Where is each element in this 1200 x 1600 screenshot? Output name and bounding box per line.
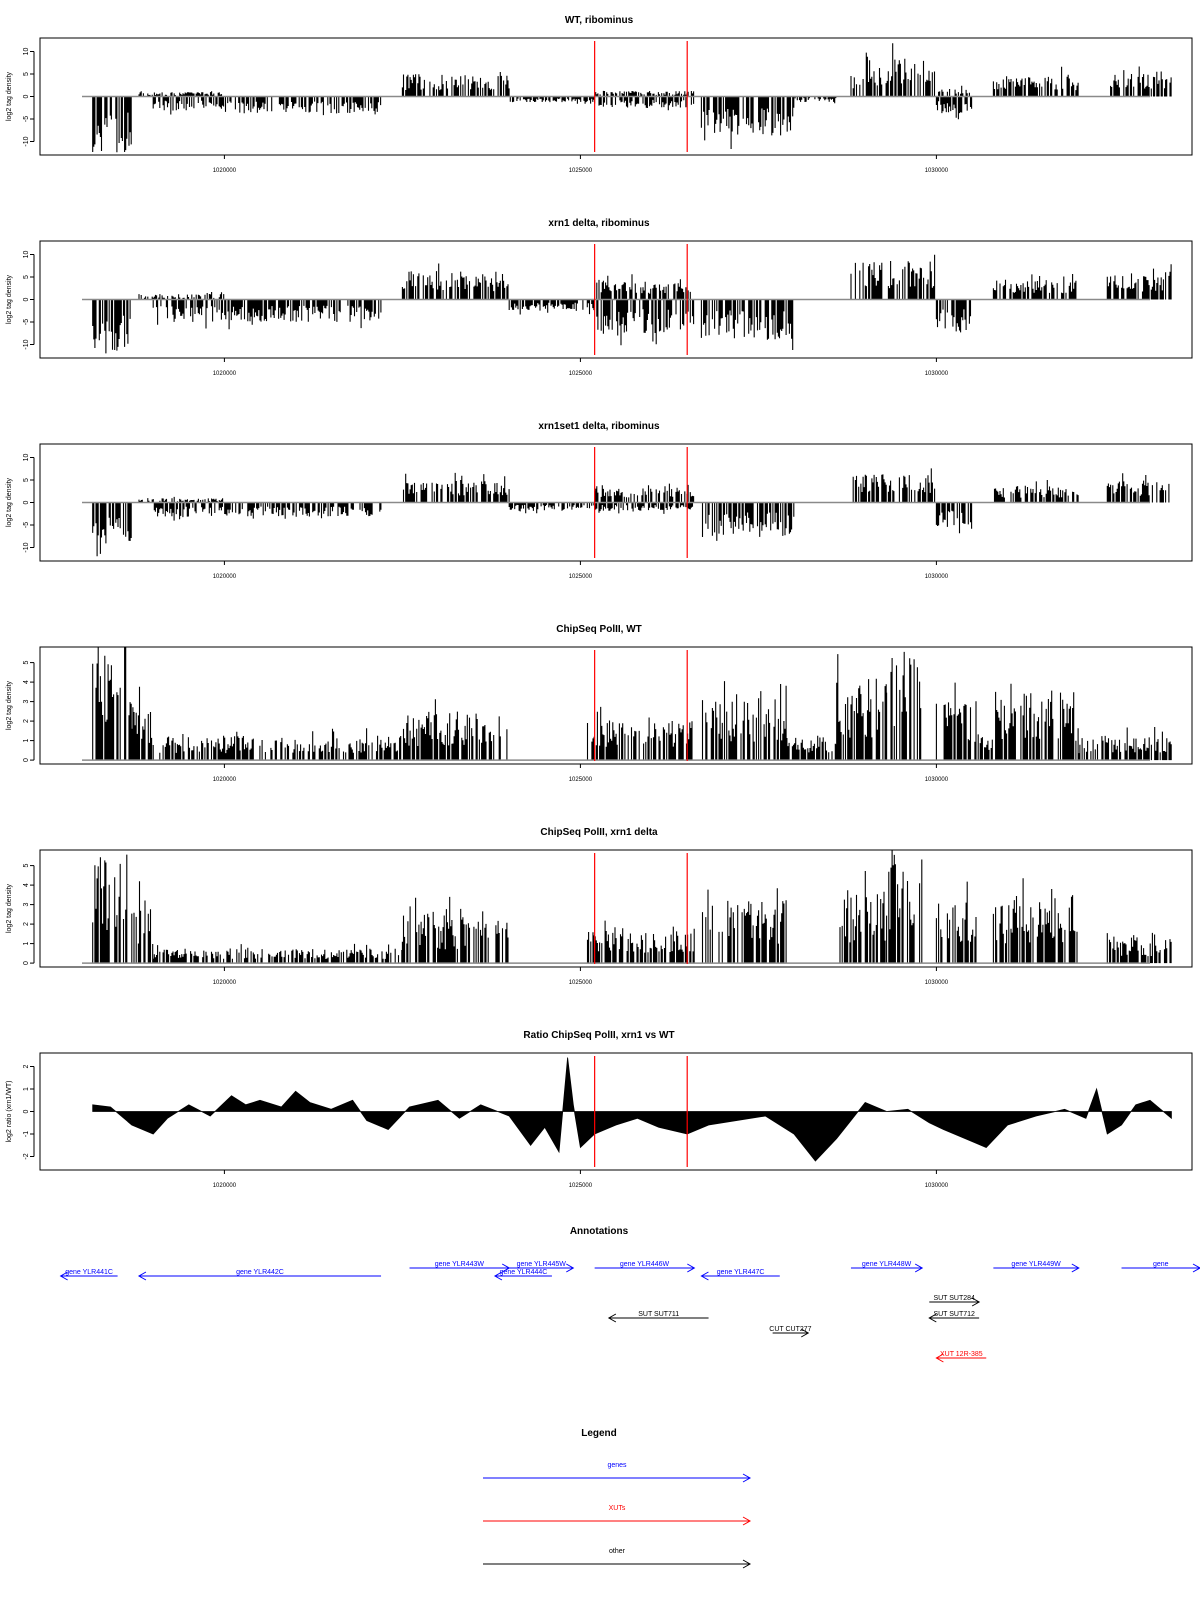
y-tick-label: 2 — [23, 719, 30, 724]
x-axis — [213, 764, 949, 783]
data-segment — [703, 503, 794, 541]
y-tick-label: 0 — [23, 297, 30, 302]
data-bars-segment-8 — [701, 300, 792, 351]
data-bars-segment-6 — [510, 97, 594, 104]
data-bars-segment-7 — [597, 300, 694, 346]
data-bars-segment-8 — [595, 97, 694, 111]
y-tick-label: -10 — [23, 542, 30, 553]
x-tick-label: 1020000 — [212, 1183, 237, 1189]
data-bars-segment-6 — [595, 274, 691, 299]
x-tick-label: 1020000 — [212, 980, 237, 986]
y-tick-label: 1 — [23, 738, 30, 743]
data-segment — [597, 300, 694, 346]
x-axis — [213, 155, 949, 174]
data-segment — [93, 503, 132, 557]
y-axis-label: log2 tag density — [6, 274, 13, 325]
y-tick-label: -10 — [23, 339, 30, 350]
annotation-feature — [139, 1269, 381, 1280]
data-segment — [402, 72, 509, 97]
y-tick-label: 0 — [23, 961, 30, 966]
x-tick-label: 1025000 — [568, 371, 593, 377]
data-segment — [851, 76, 863, 97]
data-bars-segment-11 — [851, 76, 863, 97]
data-segment — [510, 97, 594, 104]
data-segment — [595, 484, 694, 503]
feature-label: gene YLR442C — [236, 1269, 284, 1276]
data-bars — [93, 647, 1172, 760]
x-axis — [213, 1170, 949, 1189]
y-tick-label: 5 — [23, 275, 30, 279]
data-segment — [153, 728, 401, 760]
data-segment — [887, 850, 922, 963]
x-axis — [213, 561, 949, 580]
annotation-feature — [495, 1269, 552, 1280]
data-bars-segment-6 — [703, 888, 787, 963]
annotation-feature — [936, 1351, 986, 1362]
data-bars-segment-2 — [132, 687, 152, 760]
data-bars-segment-4 — [404, 699, 507, 760]
y-tick-label: 4 — [23, 680, 30, 685]
y-axis — [6, 48, 34, 147]
data-segment — [703, 681, 787, 760]
data-bars — [93, 850, 1171, 963]
y-tick-label: 1 — [23, 1087, 30, 1091]
data-segment — [132, 687, 152, 760]
annotation-feature — [1122, 1261, 1200, 1272]
data-bars-segment-1 — [93, 855, 127, 964]
x-tick-label: 1025000 — [568, 980, 593, 986]
data-segment — [1107, 933, 1171, 963]
y-tick-label: -1 — [23, 1130, 30, 1138]
data-segment — [139, 497, 223, 503]
data-segment — [402, 264, 508, 300]
data-bars-segment-4 — [404, 473, 510, 503]
data-bars-segment-2 — [139, 497, 223, 503]
data-segment — [588, 707, 693, 760]
data-bars-segment-10 — [993, 878, 1077, 963]
y-tick-label: 10 — [23, 250, 30, 259]
data-bars-segment-1 — [93, 97, 132, 153]
data-bars-segment-7 — [596, 91, 694, 97]
data-segment — [154, 503, 381, 521]
x-tick-label: 1030000 — [924, 574, 949, 580]
data-segment — [509, 300, 594, 315]
x-axis — [213, 967, 949, 986]
data-bars-segment-11 — [993, 274, 1076, 300]
legend-label: genes — [607, 1462, 627, 1469]
data-segment — [787, 736, 837, 760]
data-segment — [795, 97, 836, 104]
y-axis — [6, 864, 34, 966]
y-tick-label: 5 — [23, 72, 30, 76]
annotation-feature — [993, 1261, 1078, 1272]
y-tick-label: 10 — [23, 47, 30, 56]
data-bars-segment-1 — [93, 300, 130, 354]
legend-panel — [483, 1428, 750, 1568]
data-bars-segment-7 — [840, 871, 885, 963]
y-tick-label: 10 — [23, 453, 30, 462]
chart-title: WT, ribominus — [564, 15, 634, 26]
data-bars-segment-15 — [993, 67, 1078, 97]
legend-item — [483, 1505, 750, 1525]
data-segment — [995, 480, 1079, 503]
data-segment — [1079, 727, 1171, 760]
x-tick-label: 1025000 — [568, 1183, 593, 1189]
annotation-feature — [701, 1269, 779, 1280]
data-bars-segment-3 — [153, 300, 381, 330]
legend-label: XUTs — [608, 1505, 626, 1512]
x-tick-label: 1025000 — [568, 777, 593, 783]
y-axis-label: log2 tag density — [6, 680, 13, 731]
chart-panel-2 — [6, 218, 1192, 377]
data-bars-segment-3 — [154, 503, 381, 521]
feature-label: gene YLR443W — [434, 1261, 485, 1268]
data-segment — [936, 97, 971, 120]
data-bars — [93, 255, 1171, 354]
y-axis-label: log2 tag density — [6, 477, 13, 528]
annotation-feature — [929, 1295, 979, 1306]
annotation-feature — [929, 1311, 979, 1322]
data-bars-segment-2 — [132, 881, 153, 963]
data-bars-segment-16 — [1111, 67, 1172, 97]
data-bars-segment-9 — [853, 468, 934, 502]
data-bars-segment-10 — [936, 503, 971, 534]
data-segment — [588, 921, 695, 964]
chart-panel-5 — [6, 827, 1192, 986]
annotation-feature — [61, 1269, 118, 1280]
data-bars-segment-5 — [402, 72, 509, 97]
y-tick-label: 4 — [23, 883, 30, 888]
data-segment — [840, 871, 885, 963]
y-tick-label: -5 — [23, 521, 30, 529]
y-tick-label: 3 — [23, 699, 30, 704]
data-segment — [404, 699, 507, 760]
chart-title: xrn1set1 delta, ribominus — [538, 421, 660, 432]
data-bars-segment-4 — [402, 264, 508, 300]
data-bars-segment-1 — [93, 503, 132, 557]
data-bars-segment-9 — [936, 882, 976, 964]
data-segment — [939, 86, 970, 97]
data-segment — [402, 897, 508, 963]
feature-label: SUT SUT712 — [933, 1311, 975, 1318]
y-tick-label: 5 — [23, 478, 30, 482]
data-segment — [1107, 473, 1169, 502]
data-segment — [93, 855, 127, 964]
data-bars — [93, 468, 1169, 556]
data-bars-segment-3 — [153, 944, 402, 963]
data-bars-segment-10 — [936, 300, 970, 333]
y-tick-label: 3 — [23, 902, 30, 907]
data-bars-segment-5 — [509, 300, 594, 315]
y-tick-label: 5 — [23, 863, 30, 868]
x-tick-label: 1020000 — [212, 777, 237, 783]
feature-label: gene YLR446W — [619, 1261, 670, 1268]
feature-label: gene YLR448W — [861, 1261, 912, 1268]
data-segment — [1111, 67, 1172, 97]
data-segment — [853, 468, 934, 502]
data-segment — [153, 944, 402, 963]
data-bars-segment-2 — [139, 292, 224, 300]
data-bars-segment-11 — [995, 480, 1079, 503]
data-bars — [93, 43, 1171, 152]
feature-label: gene YLR444C — [499, 1269, 548, 1276]
y-tick-label: 0 — [23, 500, 30, 505]
data-segment — [936, 503, 971, 534]
data-bars-segment-11 — [980, 737, 992, 760]
annotation-feature — [851, 1261, 922, 1272]
chart-title: ChipSeq PolII, xrn1 delta — [540, 827, 658, 838]
data-segment — [851, 255, 935, 300]
data-segment — [993, 878, 1077, 963]
y-axis — [6, 454, 34, 553]
data-bars-segment-10 — [936, 683, 978, 761]
x-tick-label: 1020000 — [212, 371, 237, 377]
chart-title: ChipSeq PolII, WT — [556, 624, 642, 635]
y-tick-label: 2 — [23, 1064, 30, 1069]
feature-label: SUT SUT284 — [933, 1295, 975, 1302]
data-segment — [139, 292, 224, 300]
data-segment — [153, 300, 381, 330]
x-tick-label: 1030000 — [924, 980, 949, 986]
data-bars-segment-13 — [936, 97, 971, 120]
y-tick-label: 5 — [23, 660, 30, 665]
y-tick-label: -2 — [23, 1153, 30, 1160]
data-segment — [866, 43, 934, 96]
data-segment — [596, 91, 694, 97]
y-axis-label: log2 tag density — [6, 71, 13, 122]
feature-label: SUT SUT711 — [638, 1311, 680, 1318]
data-segment — [404, 473, 510, 503]
x-tick-label: 1020000 — [212, 574, 237, 580]
feature-label: gene YLR445W — [516, 1261, 566, 1268]
data-bars-segment-10 — [795, 97, 836, 104]
y-tick-label: -5 — [23, 318, 30, 326]
legend-items — [483, 1462, 750, 1568]
y-tick-label: -5 — [23, 115, 30, 123]
annotations-title: Annotations — [569, 1226, 629, 1237]
data-bars-segment-6 — [703, 681, 787, 760]
ratio-area — [93, 1058, 1172, 1162]
data-segment — [936, 683, 978, 761]
feature-label: gene YLR447C — [716, 1269, 765, 1276]
data-bars-segment-9 — [851, 255, 935, 300]
data-bars-segment-12 — [996, 684, 1079, 760]
data-bars-segment-12 — [1107, 473, 1169, 502]
data-segment — [701, 300, 792, 351]
annotation-features — [61, 1261, 1200, 1362]
data-bars-segment-9 — [887, 652, 921, 760]
data-segment — [993, 274, 1076, 300]
data-segment — [139, 91, 222, 96]
data-bars-segment-4 — [402, 897, 508, 963]
y-axis — [6, 661, 34, 763]
x-tick-label: 1030000 — [924, 168, 949, 174]
legend-item — [483, 1462, 750, 1482]
data-bars-segment-3 — [153, 97, 223, 115]
chart-panel-1 — [6, 15, 1192, 174]
data-bars-segment-13 — [1079, 727, 1171, 760]
data-segment — [93, 300, 130, 354]
data-segment — [936, 300, 970, 333]
x-tick-label: 1030000 — [924, 777, 949, 783]
x-tick-label: 1030000 — [924, 1183, 949, 1189]
data-bars-segment-9 — [701, 97, 793, 150]
y-tick-label: 2 — [23, 922, 30, 927]
chart-panel-6 — [6, 1030, 1192, 1189]
x-axis — [213, 358, 949, 377]
data-bars-segment-8 — [837, 654, 887, 760]
feature-label: XUT 12R-385 — [939, 1351, 983, 1358]
chart-title: xrn1 delta, ribominus — [548, 218, 650, 229]
chart-title: Ratio ChipSeq PolII, xrn1 vs WT — [523, 1030, 675, 1041]
feature-label: gene YLR441C — [65, 1269, 113, 1276]
data-segment — [595, 274, 691, 299]
y-axis — [6, 1064, 34, 1159]
data-segment — [226, 97, 381, 116]
x-tick-label: 1025000 — [568, 574, 593, 580]
data-bars-segment-3 — [153, 728, 401, 760]
x-tick-label: 1020000 — [212, 168, 237, 174]
data-bars-segment-5 — [588, 921, 695, 964]
y-axis — [6, 251, 34, 350]
data-bars-segment-5 — [588, 707, 693, 760]
feature-label: CUT CUT277 — [769, 1326, 812, 1333]
data-segment — [153, 97, 223, 115]
y-tick-label: 0 — [23, 94, 30, 99]
data-segment — [703, 888, 787, 963]
data-bars-segment-7 — [595, 503, 693, 514]
legend-label: other — [609, 1548, 625, 1555]
y-axis-label: log2 tag density — [6, 883, 13, 934]
data-bars-segment-11 — [1107, 933, 1171, 963]
data-bars-segment-8 — [887, 850, 922, 963]
data-bars-segment-2 — [139, 91, 222, 96]
data-bars-segment-12 — [866, 43, 934, 96]
chart-panels — [6, 15, 1192, 1189]
data-segment — [936, 882, 976, 964]
data-bars-segment-7 — [787, 736, 837, 760]
data-bars-segment-5 — [509, 503, 594, 514]
y-tick-label: 0 — [23, 758, 30, 763]
data-segment — [996, 684, 1079, 760]
data-segment — [993, 67, 1078, 97]
legend-title: Legend — [581, 1428, 617, 1439]
data-segment — [509, 503, 594, 514]
chart-panel-3 — [6, 421, 1192, 580]
data-segment — [980, 737, 992, 760]
data-bars-segment-14 — [939, 86, 970, 97]
data-segment — [595, 97, 694, 111]
data-bars-segment-4 — [226, 97, 381, 116]
feature-label: gene YLR449W — [1011, 1261, 1061, 1268]
data-bars-segment-1 — [93, 647, 132, 760]
data-segment — [837, 654, 887, 760]
annotation-feature — [769, 1326, 811, 1337]
data-bars-segment-12 — [1107, 264, 1171, 299]
legend-item — [483, 1548, 750, 1568]
x-tick-label: 1025000 — [568, 168, 593, 174]
annotation-feature — [595, 1261, 695, 1272]
data-segment — [1107, 264, 1171, 299]
data-segment — [701, 97, 793, 150]
data-bars-segment-8 — [703, 503, 794, 541]
data-segment — [595, 503, 693, 514]
x-tick-label: 1030000 — [924, 371, 949, 377]
y-tick-label: 1 — [23, 941, 30, 946]
data-segment — [93, 647, 132, 760]
data-bars-segment-6 — [595, 484, 694, 503]
y-axis-label: log2 ratio (xrn1/WT) — [6, 1080, 13, 1143]
chart-panel-4 — [6, 624, 1192, 783]
feature-label: gene — [1152, 1261, 1169, 1268]
data-segment — [132, 881, 153, 963]
y-tick-label: -10 — [23, 136, 30, 147]
data-segment — [93, 97, 132, 153]
annotation-feature — [410, 1261, 510, 1272]
y-tick-label: 0 — [23, 1109, 30, 1114]
annotations-panel — [61, 1226, 1200, 1362]
annotation-feature — [609, 1311, 709, 1322]
data-segment — [887, 652, 921, 760]
